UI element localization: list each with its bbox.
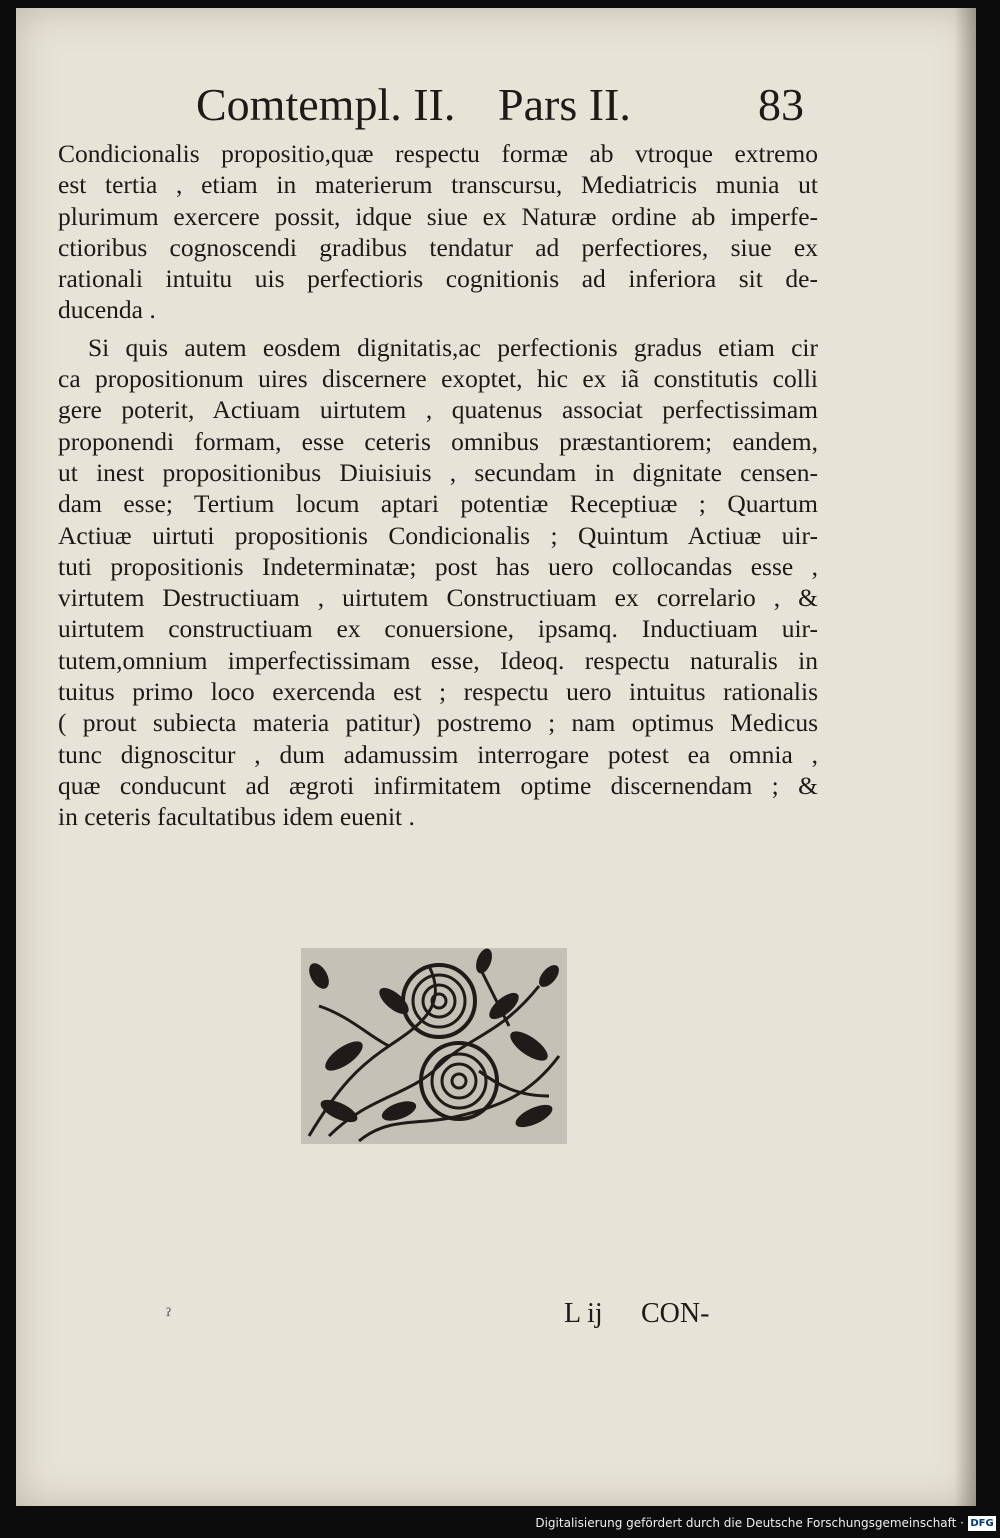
text-line: ( prout subiecta materia patitur) postremo ; nam optimus Medicus: [58, 708, 818, 738]
text-line: quæ conducunt ad ægroti infirmitatem optime discernendam ; &: [58, 770, 818, 800]
book-page: [16, 8, 976, 1506]
signature-mark: L ij: [564, 1298, 603, 1329]
text-line: in ceteris facultatibus idem euenit .: [58, 802, 415, 832]
paragraph-2: [58, 332, 818, 833]
dfg-logo: DFG: [968, 1516, 996, 1531]
text-line: tutem,omnium imperfectissimam esse, Ideoq. respectu naturalis in: [58, 645, 818, 675]
body-text: [58, 138, 818, 833]
floral-woodcut-ornament: [299, 946, 569, 1146]
text-line: dam esse; Tertium locum aptari potentiæ Receptiuæ ; Quartum: [58, 489, 818, 519]
text-line: tuti propositionis Indeterminatæ; post has uero collocandas esse ,: [58, 551, 818, 581]
text-line: proponendi formam, esse ceteris omnibus præstantiorem; eandem,: [58, 426, 818, 456]
text-line: uirtutem constructiuam ex conuersione, ipsamq. Inductiuam uir-: [58, 614, 818, 644]
running-head-part: Pars II.: [498, 79, 631, 130]
text-line: rationali intuitu uis perfectioris cognitionis ad inferiora sit de-: [58, 264, 818, 294]
page-number: 83: [758, 79, 804, 130]
text-line: ctioribus cognoscendi gradibus tendatur ad perfectiores, siue ex: [58, 232, 818, 262]
text-line: ut inest propositionibus Diuisiuis , secundam in dignitate censen-: [58, 457, 818, 487]
running-head: [196, 78, 836, 138]
text-line: ducenda .: [58, 295, 156, 325]
text-line: ca propositionum uires discernere exoptet, hic ex iã constitutis colli: [58, 364, 818, 394]
paragraph-1: [58, 138, 818, 326]
text-line: Si quis autem eosdem dignitatis,ac perfectionis gradus etiam cir: [88, 332, 818, 362]
text-line: plurimum exercere possit, idque siue ex Naturæ ordine ab imperfe-: [58, 201, 818, 231]
text-line: tunc dignoscitur , dum adamussim interrogare potest ea omnia ,: [58, 739, 818, 769]
text-line: Condicionalis propositio,quæ respectu formæ ab vtroque extremo: [58, 139, 818, 168]
text-line: virtutem Destructiuam , uirtutem Constructiuam ex correlario , &: [58, 583, 818, 613]
text-line: est tertia , etiam in materierum transcursu, Mediatricis munia ut: [58, 170, 818, 200]
footer-bar: [0, 1506, 1000, 1538]
running-head-title: Comtempl. II.: [196, 79, 456, 130]
catchword: CON-: [641, 1298, 710, 1329]
footer-credit: Digitalisierung gefördert durch die Deutsche Forschungsgemeinschaft ·: [535, 1516, 964, 1530]
text-line: Actiuæ uirtuti propositionis Condicionalis ; Quintum Actiuæ uir-: [58, 520, 818, 550]
text-line: tuitus primo loco exercenda est ; respectu uero intuitus rationalis: [58, 677, 818, 707]
text-line: gere poterit, Actiuam uirtutem , quatenus associat perfectissimam: [58, 395, 818, 425]
show-through-mark: ˀ: [166, 1304, 172, 1328]
